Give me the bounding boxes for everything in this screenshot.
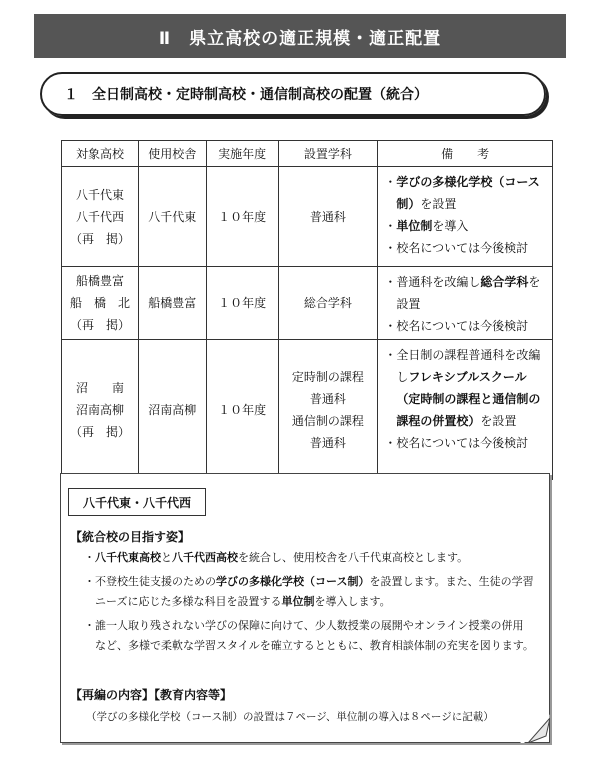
cell-year: １０年度 — [206, 340, 278, 480]
cell-department — [278, 340, 378, 480]
school-plan-table — [61, 140, 553, 480]
header-building: 使用校舎 — [138, 141, 206, 167]
remark-line: ・普通科を改編し総合学科を設置 — [384, 275, 541, 311]
cell-department — [278, 267, 378, 340]
page-curl-icon — [520, 714, 550, 743]
cell-remarks — [378, 267, 553, 340]
school-name: 沼 南 — [75, 380, 124, 395]
remark-line: ・校名については今後検討 — [384, 319, 529, 333]
cell-year: １０年度 — [206, 167, 278, 267]
school-name: 船橋豊富 — [75, 274, 124, 288]
school-name: （再 掲） — [69, 231, 130, 246]
department-name: 普通科 — [309, 435, 346, 450]
content-heading: 【再編の内容】【教育内容等】 — [70, 688, 233, 702]
cell-remarks — [378, 167, 553, 267]
department-name: 普通科 — [309, 391, 346, 406]
cell-year: １０年度 — [206, 267, 278, 340]
remark-line: ・単位制を導入 — [384, 219, 469, 233]
aim-item: ・誰一人取り残されない学びの保障に向けて、少人数授業の展開やオンライン授業の併用など、多様で柔軟な学習スタイルを確立するとともに、教育相談体制の充実を図ります。 — [84, 619, 534, 652]
school-name: 沼南高柳 — [75, 402, 124, 417]
department-name: 普通科 — [309, 209, 346, 224]
chapter-title: Ⅱ 県立高校の適正規模・適正配置 — [158, 28, 442, 49]
box-tag — [68, 488, 206, 516]
table-row — [62, 267, 553, 340]
school-name: 八千代東 — [75, 187, 124, 202]
school-name: （再 掲） — [69, 318, 130, 332]
table-row — [62, 167, 553, 267]
remark-line: ・校名については今後検討 — [384, 436, 529, 450]
section-heading — [40, 72, 546, 116]
department-name: 総合学科 — [303, 296, 352, 310]
cell-schools — [62, 340, 139, 480]
cell-schools — [62, 167, 139, 267]
aims-list — [84, 548, 534, 656]
section-title: １ 全日制高校・定時制高校・通信制高校の配置（統合） — [64, 87, 428, 103]
cell-building: 八千代東 — [138, 167, 206, 267]
cell-schools — [62, 267, 139, 340]
school-name: 船 橋 北 — [69, 296, 130, 310]
box-tag-label: 八千代東・八千代西 — [82, 495, 191, 510]
aims-heading: 【統合校の目指す姿】 — [70, 530, 191, 544]
chapter-title-banner — [34, 14, 566, 58]
school-name: （再 掲） — [69, 424, 130, 439]
header-year: 実施年度 — [206, 141, 278, 167]
remark-line: ・校名については今後検討 — [384, 241, 529, 255]
table-header-row — [62, 141, 553, 167]
cell-department — [278, 167, 378, 267]
aim-item: ・不登校生徒支援のための学びの多様化学校（コース制）を設置します。また、生徒の学習ニーズに応じた多様な科目を設置する単位制を導入します。 — [84, 575, 534, 608]
remark-line: ・学びの多様化学校（コース制）を設置 — [384, 175, 540, 211]
footnote: （学びの多様化学校（コース制）の設置は７ページ、単位制の導入は８ページに記載） — [86, 711, 494, 723]
department-name: 定時制の課程 — [291, 369, 364, 384]
school-name: 八千代西 — [75, 209, 124, 224]
aim-item: ・八千代東高校と八千代西高校を統合し、使用校舎を八千代東高校とします。 — [84, 551, 469, 564]
header-department: 設置学科 — [278, 141, 378, 167]
remark-line: ・全日制の課程普通科を改編しフレキシブルスクール（定時制の課程と通信制の課程の併置校）を設置 — [384, 348, 541, 428]
table-row — [62, 340, 553, 480]
cell-building: 船橋豊富 — [138, 267, 206, 340]
header-remarks: 備 考 — [378, 141, 553, 167]
department-name: 通信制の課程 — [291, 413, 364, 428]
cell-remarks — [378, 340, 553, 480]
cell-building: 沼南高柳 — [138, 340, 206, 480]
header-target-school: 対象高校 — [62, 141, 139, 167]
